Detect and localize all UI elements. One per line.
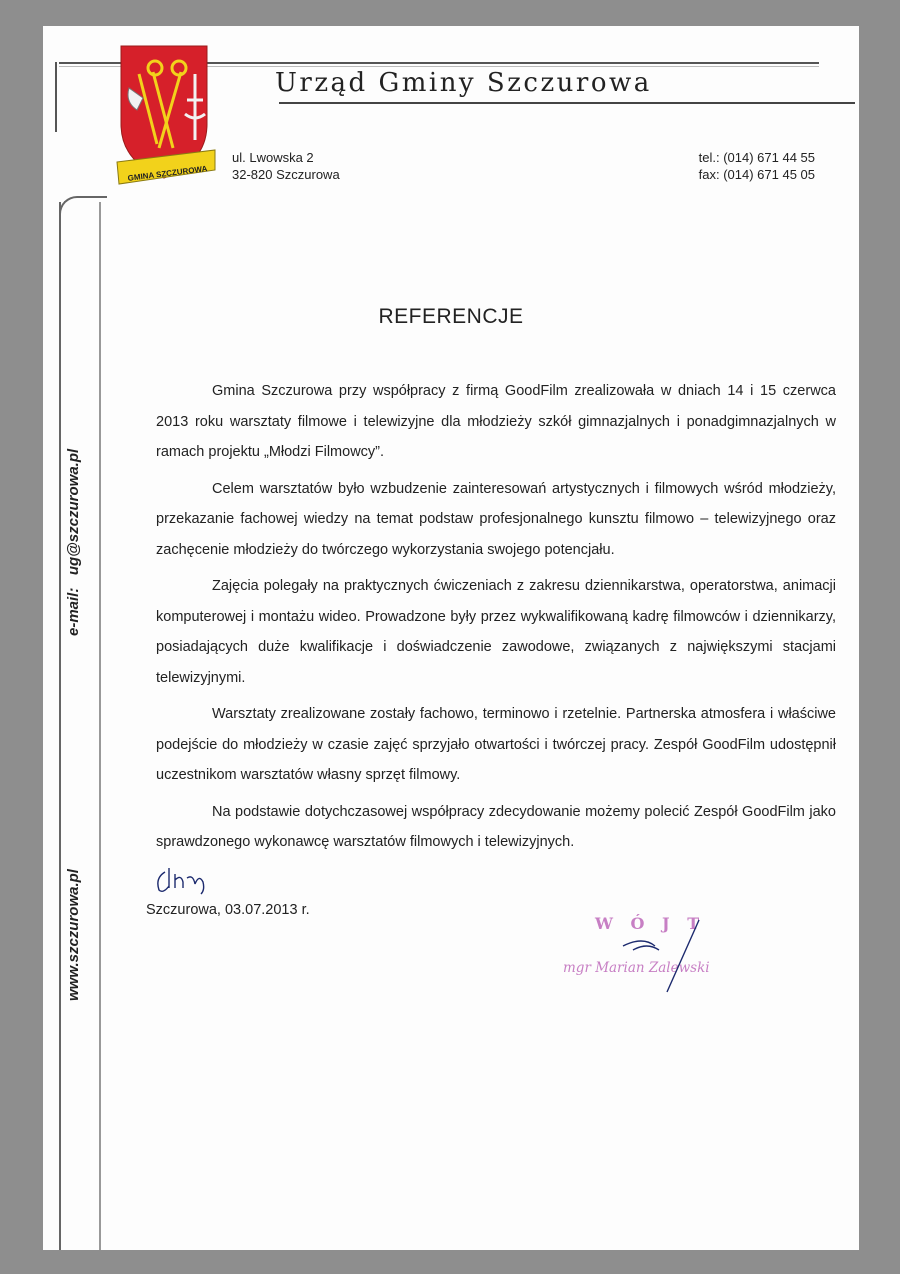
stamp-title: W Ó J T — [595, 914, 706, 933]
sidebar-website: www.szczurowa.pl — [65, 869, 82, 1001]
initials-signature — [151, 864, 211, 898]
paragraph: Na podstawie dotychczasowej współpracy zdecydowanie możemy polecić Zespół GoodFilm jako sprawdzonego wykonawcę warsztatów filmowych i telewizyjnych. — [156, 803, 836, 850]
address-block — [232, 149, 340, 183]
document-heading: REFERENCJE — [378, 305, 524, 328]
address-city: 32-820 Szczurowa — [232, 167, 340, 182]
paragraph: Gmina Szczurowa przy współpracy z firmą GoodFilm zrealizowała w dniach 14 i 15 czerwca 2013 roku warsztaty filmowe i telewizyjne dla młodzieży szkół gimnazjalnych i ponadgimnazjalnych w ramach projektu „Młodzi Filmowcy”. — [156, 383, 836, 460]
paragraph: Warsztaty zrealizowane zostały fachowo, terminowo i rzetelnie. Partnerska atmosfera i właściwe podejście do młodzieży w czasie zajęć sprzyjało otwartości i twórczej pracy. Zespół GoodFilm udostępnił uczestnikom warsztatów własny sprzęt filmowy. — [156, 706, 836, 783]
paragraph: Celem warsztatów było wzbudzenie zainteresowań artystycznych i filmowych wśród młodzieży, przekazanie fachowej wiedzy na temat podstaw profesjonalnego kunsztu filmowo – telewizyjnego oraz zachęcenie młodzieży do twórczego wykorzystania swojego potencjału. — [156, 480, 836, 558]
sidebar-frame-inner — [99, 202, 101, 1250]
document-page — [43, 26, 859, 1250]
letter-body — [156, 376, 836, 864]
phone-number: tel.: (014) 671 44 55 — [698, 150, 815, 165]
office-title: Urząd Gminy Szczurowa — [275, 68, 652, 98]
crest-ribbon-text: GMINA SZCZUROWA — [127, 164, 208, 183]
header-frame-left — [55, 62, 63, 132]
header-rule-bottom — [279, 102, 855, 104]
fax-number: fax: (014) 671 45 05 — [698, 167, 815, 182]
place-and-date: Szczurowa, 03.07.2013 r. — [146, 902, 310, 918]
contact-block — [643, 149, 815, 183]
mayor-signature — [603, 916, 713, 996]
address-street: ul. Lwowska 2 — [232, 150, 314, 165]
stamp-name: mgr Marian Zalewski — [563, 960, 710, 976]
paragraph: Zajęcia polegały na praktycznych ćwiczeniach z zakresu dziennikarstwa, operatorstwa, animacji komputerowej i montażu wideo. Prowadzone były przez wykwalifikowaną kadrę filmowców i dziennikarzy, posiadających duże kwalifikacje i doświadczenie zawodowe, związanych z największymi stacjami telewizyjnymi. — [156, 578, 836, 686]
sidebar-email: e-mail: ug@szczurowa.pl — [65, 448, 82, 636]
coat-of-arms-icon — [115, 44, 219, 190]
